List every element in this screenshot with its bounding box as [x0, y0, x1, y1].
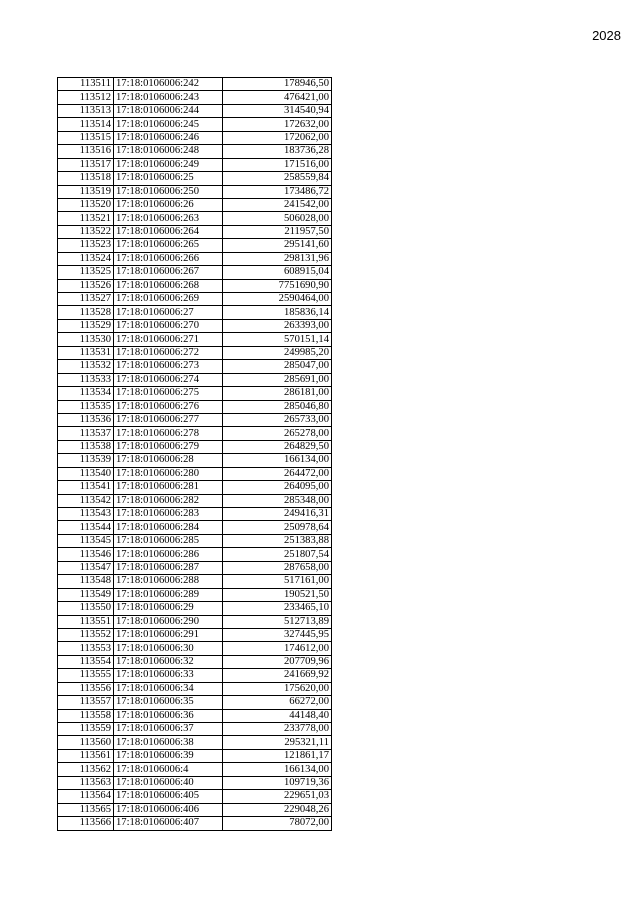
table-row — [58, 669, 332, 682]
row-number-cell: 113527 — [58, 293, 114, 306]
cadastral-number-cell: 17:18:0106006:265 — [114, 239, 223, 252]
cadastral-value-cell: 183736,28 — [223, 145, 332, 158]
row-number-cell: 113538 — [58, 440, 114, 453]
cadastral-value-cell: 250978,64 — [223, 521, 332, 534]
cadastral-number-cell: 17:18:0106006:28 — [114, 454, 223, 467]
table-row — [58, 145, 332, 158]
table-body — [58, 78, 332, 831]
row-number-cell: 113533 — [58, 373, 114, 386]
table-row — [58, 346, 332, 359]
row-number-cell: 113552 — [58, 628, 114, 641]
table-row — [58, 602, 332, 615]
cadastral-value-cell: 241669,92 — [223, 669, 332, 682]
table-row — [58, 763, 332, 776]
table-row — [58, 373, 332, 386]
cadastral-number-cell: 17:18:0106006:267 — [114, 266, 223, 279]
table-row — [58, 185, 332, 198]
cadastral-value-cell: 190521,50 — [223, 588, 332, 601]
table-row — [58, 736, 332, 749]
cadastral-number-cell: 17:18:0106006:284 — [114, 521, 223, 534]
cadastral-value-cell: 251383,88 — [223, 534, 332, 547]
row-number-cell: 113512 — [58, 91, 114, 104]
row-number-cell: 113539 — [58, 454, 114, 467]
cadastral-number-cell: 17:18:0106006:291 — [114, 628, 223, 641]
cadastral-value-cell: 229651,03 — [223, 790, 332, 803]
cadastral-number-cell: 17:18:0106006:274 — [114, 373, 223, 386]
cadastral-number-cell: 17:18:0106006:268 — [114, 279, 223, 292]
table-row — [58, 534, 332, 547]
cadastral-number-cell: 17:18:0106006:407 — [114, 817, 223, 830]
row-number-cell: 113516 — [58, 145, 114, 158]
cadastral-value-cell: 265278,00 — [223, 427, 332, 440]
cadastral-number-cell: 17:18:0106006:35 — [114, 696, 223, 709]
table-row — [58, 467, 332, 480]
table-row — [58, 239, 332, 252]
cadastral-number-cell: 17:18:0106006:243 — [114, 91, 223, 104]
row-number-cell: 113532 — [58, 360, 114, 373]
cadastral-number-cell: 17:18:0106006:285 — [114, 534, 223, 547]
cadastral-value-cell: 241542,00 — [223, 198, 332, 211]
cadastral-value-cell: 178946,50 — [223, 78, 332, 91]
row-number-cell: 113547 — [58, 561, 114, 574]
row-number-cell: 113523 — [58, 239, 114, 252]
cadastral-value-cell: 229048,26 — [223, 803, 332, 816]
cadastral-number-cell: 17:18:0106006:248 — [114, 145, 223, 158]
row-number-cell: 113530 — [58, 333, 114, 346]
cadastral-value-cell: 327445,95 — [223, 628, 332, 641]
cadastral-value-cell: 264829,50 — [223, 440, 332, 453]
cadastral-number-cell: 17:18:0106006:246 — [114, 131, 223, 144]
cadastral-number-cell: 17:18:0106006:278 — [114, 427, 223, 440]
cadastral-value-cell: 175620,00 — [223, 682, 332, 695]
row-number-cell: 113522 — [58, 225, 114, 238]
cadastral-value-cell: 285046,80 — [223, 400, 332, 413]
cadastral-number-cell: 17:18:0106006:242 — [114, 78, 223, 91]
cadastral-number-cell: 17:18:0106006:36 — [114, 709, 223, 722]
row-number-cell: 113541 — [58, 481, 114, 494]
cadastral-number-cell: 17:18:0106006:271 — [114, 333, 223, 346]
row-number-cell: 113540 — [58, 467, 114, 480]
cadastral-value-cell: 173486,72 — [223, 185, 332, 198]
table-row — [58, 548, 332, 561]
row-number-cell: 113536 — [58, 413, 114, 426]
table-row — [58, 252, 332, 265]
cadastral-number-cell: 17:18:0106006:273 — [114, 360, 223, 373]
row-number-cell: 113549 — [58, 588, 114, 601]
row-number-cell: 113544 — [58, 521, 114, 534]
row-number-cell: 113542 — [58, 494, 114, 507]
row-number-cell: 113545 — [58, 534, 114, 547]
row-number-cell: 113564 — [58, 790, 114, 803]
table-row — [58, 387, 332, 400]
table-row — [58, 454, 332, 467]
row-number-cell: 113521 — [58, 212, 114, 225]
row-number-cell: 113546 — [58, 548, 114, 561]
row-number-cell: 113555 — [58, 669, 114, 682]
cadastral-value-cell: 249985,20 — [223, 346, 332, 359]
cadastral-value-cell: 264095,00 — [223, 481, 332, 494]
cadastral-number-cell: 17:18:0106006:29 — [114, 602, 223, 615]
row-number-cell: 113520 — [58, 198, 114, 211]
cadastral-number-cell: 17:18:0106006:272 — [114, 346, 223, 359]
row-number-cell: 113511 — [58, 78, 114, 91]
cadastral-number-cell: 17:18:0106006:283 — [114, 508, 223, 521]
cadastral-value-table — [57, 77, 332, 831]
cadastral-value-cell: 295141,60 — [223, 239, 332, 252]
table-row — [58, 104, 332, 117]
cadastral-number-cell: 17:18:0106006:286 — [114, 548, 223, 561]
cadastral-value-cell: 174612,00 — [223, 642, 332, 655]
cadastral-value-cell: 258559,84 — [223, 172, 332, 185]
table-row — [58, 723, 332, 736]
cadastral-value-cell: 285047,00 — [223, 360, 332, 373]
cadastral-number-cell: 17:18:0106006:280 — [114, 467, 223, 480]
row-number-cell: 113558 — [58, 709, 114, 722]
table-row — [58, 709, 332, 722]
table-row — [58, 172, 332, 185]
cadastral-value-cell: 2590464,00 — [223, 293, 332, 306]
table-row — [58, 655, 332, 668]
cadastral-value-cell: 166134,00 — [223, 454, 332, 467]
cadastral-number-cell: 17:18:0106006:276 — [114, 400, 223, 413]
table-row — [58, 225, 332, 238]
cadastral-value-cell: 287658,00 — [223, 561, 332, 574]
cadastral-number-cell: 17:18:0106006:289 — [114, 588, 223, 601]
table-row — [58, 131, 332, 144]
cadastral-value-cell: 476421,00 — [223, 91, 332, 104]
cadastral-number-cell: 17:18:0106006:27 — [114, 306, 223, 319]
table-row — [58, 319, 332, 332]
row-number-cell: 113517 — [58, 158, 114, 171]
table-row — [58, 333, 332, 346]
cadastral-value-cell: 171516,00 — [223, 158, 332, 171]
cadastral-number-cell: 17:18:0106006:39 — [114, 749, 223, 762]
cadastral-value-cell: 506028,00 — [223, 212, 332, 225]
row-number-cell: 113561 — [58, 749, 114, 762]
cadastral-number-cell: 17:18:0106006:30 — [114, 642, 223, 655]
cadastral-value-cell: 263393,00 — [223, 319, 332, 332]
cadastral-value-cell: 172632,00 — [223, 118, 332, 131]
cadastral-number-cell: 17:18:0106006:275 — [114, 387, 223, 400]
table-row — [58, 306, 332, 319]
table-row — [58, 78, 332, 91]
row-number-cell: 113557 — [58, 696, 114, 709]
cadastral-number-cell: 17:18:0106006:249 — [114, 158, 223, 171]
cadastral-value-cell: 264472,00 — [223, 467, 332, 480]
cadastral-number-cell: 17:18:0106006:34 — [114, 682, 223, 695]
row-number-cell: 113565 — [58, 803, 114, 816]
table-row — [58, 615, 332, 628]
cadastral-value-cell: 121861,17 — [223, 749, 332, 762]
table-row — [58, 521, 332, 534]
cadastral-value-cell: 608915,04 — [223, 266, 332, 279]
table-row — [58, 158, 332, 171]
row-number-cell: 113528 — [58, 306, 114, 319]
row-number-cell: 113537 — [58, 427, 114, 440]
cadastral-number-cell: 17:18:0106006:405 — [114, 790, 223, 803]
cadastral-value-cell: 233465,10 — [223, 602, 332, 615]
table-row — [58, 481, 332, 494]
cadastral-number-cell: 17:18:0106006:263 — [114, 212, 223, 225]
cadastral-number-cell: 17:18:0106006:245 — [114, 118, 223, 131]
table-row — [58, 803, 332, 816]
cadastral-value-cell: 314540,94 — [223, 104, 332, 117]
cadastral-value-cell: 44148,40 — [223, 709, 332, 722]
cadastral-value-cell: 109719,36 — [223, 776, 332, 789]
table-row — [58, 561, 332, 574]
cadastral-value-cell: 166134,00 — [223, 763, 332, 776]
cadastral-number-cell: 17:18:0106006:38 — [114, 736, 223, 749]
table-row — [58, 400, 332, 413]
cadastral-value-cell: 66272,00 — [223, 696, 332, 709]
cadastral-value-cell: 7751690,90 — [223, 279, 332, 292]
row-number-cell: 113529 — [58, 319, 114, 332]
cadastral-value-cell: 512713,89 — [223, 615, 332, 628]
cadastral-value-cell: 265733,00 — [223, 413, 332, 426]
table-row — [58, 427, 332, 440]
table-row — [58, 696, 332, 709]
table-row — [58, 91, 332, 104]
table-row — [58, 266, 332, 279]
row-number-cell: 113562 — [58, 763, 114, 776]
table-row — [58, 508, 332, 521]
row-number-cell: 113550 — [58, 602, 114, 615]
cadastral-value-cell: 185836,14 — [223, 306, 332, 319]
row-number-cell: 113515 — [58, 131, 114, 144]
cadastral-value-cell: 251807,54 — [223, 548, 332, 561]
table-row — [58, 212, 332, 225]
cadastral-number-cell: 17:18:0106006:270 — [114, 319, 223, 332]
row-number-cell: 113554 — [58, 655, 114, 668]
table-row — [58, 575, 332, 588]
row-number-cell: 113526 — [58, 279, 114, 292]
table-row — [58, 588, 332, 601]
cadastral-number-cell: 17:18:0106006:33 — [114, 669, 223, 682]
cadastral-number-cell: 17:18:0106006:4 — [114, 763, 223, 776]
cadastral-value-cell: 517161,00 — [223, 575, 332, 588]
row-number-cell: 113553 — [58, 642, 114, 655]
row-number-cell: 113519 — [58, 185, 114, 198]
cadastral-number-cell: 17:18:0106006:277 — [114, 413, 223, 426]
cadastral-number-cell: 17:18:0106006:264 — [114, 225, 223, 238]
cadastral-number-cell: 17:18:0106006:37 — [114, 723, 223, 736]
table-row — [58, 817, 332, 830]
table-row — [58, 790, 332, 803]
cadastral-value-cell: 211957,50 — [223, 225, 332, 238]
cadastral-value-cell: 298131,96 — [223, 252, 332, 265]
cadastral-value-cell: 207709,96 — [223, 655, 332, 668]
cadastral-number-cell: 17:18:0106006:282 — [114, 494, 223, 507]
row-number-cell: 113524 — [58, 252, 114, 265]
row-number-cell: 113559 — [58, 723, 114, 736]
row-number-cell: 113525 — [58, 266, 114, 279]
table-row — [58, 494, 332, 507]
table-row — [58, 628, 332, 641]
row-number-cell: 113531 — [58, 346, 114, 359]
cadastral-value-cell: 570151,14 — [223, 333, 332, 346]
table-row — [58, 360, 332, 373]
cadastral-number-cell: 17:18:0106006:269 — [114, 293, 223, 306]
table-row — [58, 682, 332, 695]
table-row — [58, 279, 332, 292]
cadastral-number-cell: 17:18:0106006:288 — [114, 575, 223, 588]
table-row — [58, 776, 332, 789]
cadastral-number-cell: 17:18:0106006:406 — [114, 803, 223, 816]
cadastral-value-cell: 233778,00 — [223, 723, 332, 736]
table-row — [58, 413, 332, 426]
row-number-cell: 113563 — [58, 776, 114, 789]
row-number-cell: 113566 — [58, 817, 114, 830]
page-number: 2028 — [592, 28, 621, 43]
cadastral-value-cell: 172062,00 — [223, 131, 332, 144]
row-number-cell: 113518 — [58, 172, 114, 185]
cadastral-number-cell: 17:18:0106006:287 — [114, 561, 223, 574]
row-number-cell: 113534 — [58, 387, 114, 400]
row-number-cell: 113514 — [58, 118, 114, 131]
cadastral-number-cell: 17:18:0106006:244 — [114, 104, 223, 117]
cadastral-value-cell: 286181,00 — [223, 387, 332, 400]
row-number-cell: 113551 — [58, 615, 114, 628]
cadastral-number-cell: 17:18:0106006:281 — [114, 481, 223, 494]
row-number-cell: 113560 — [58, 736, 114, 749]
cadastral-number-cell: 17:18:0106006:25 — [114, 172, 223, 185]
row-number-cell: 113513 — [58, 104, 114, 117]
cadastral-number-cell: 17:18:0106006:26 — [114, 198, 223, 211]
cadastral-number-cell: 17:18:0106006:266 — [114, 252, 223, 265]
table-row — [58, 440, 332, 453]
cadastral-value-cell: 295321,11 — [223, 736, 332, 749]
table-row — [58, 293, 332, 306]
cadastral-number-cell: 17:18:0106006:279 — [114, 440, 223, 453]
cadastral-value-cell: 249416,31 — [223, 508, 332, 521]
table-row — [58, 642, 332, 655]
table-row — [58, 749, 332, 762]
table-row — [58, 118, 332, 131]
cadastral-number-cell: 17:18:0106006:250 — [114, 185, 223, 198]
cadastral-value-cell: 285691,00 — [223, 373, 332, 386]
cadastral-number-cell: 17:18:0106006:40 — [114, 776, 223, 789]
cadastral-number-cell: 17:18:0106006:32 — [114, 655, 223, 668]
row-number-cell: 113543 — [58, 508, 114, 521]
cadastral-number-cell: 17:18:0106006:290 — [114, 615, 223, 628]
row-number-cell: 113548 — [58, 575, 114, 588]
table-row — [58, 198, 332, 211]
row-number-cell: 113535 — [58, 400, 114, 413]
cadastral-value-cell: 285348,00 — [223, 494, 332, 507]
cadastral-value-cell: 78072,00 — [223, 817, 332, 830]
row-number-cell: 113556 — [58, 682, 114, 695]
